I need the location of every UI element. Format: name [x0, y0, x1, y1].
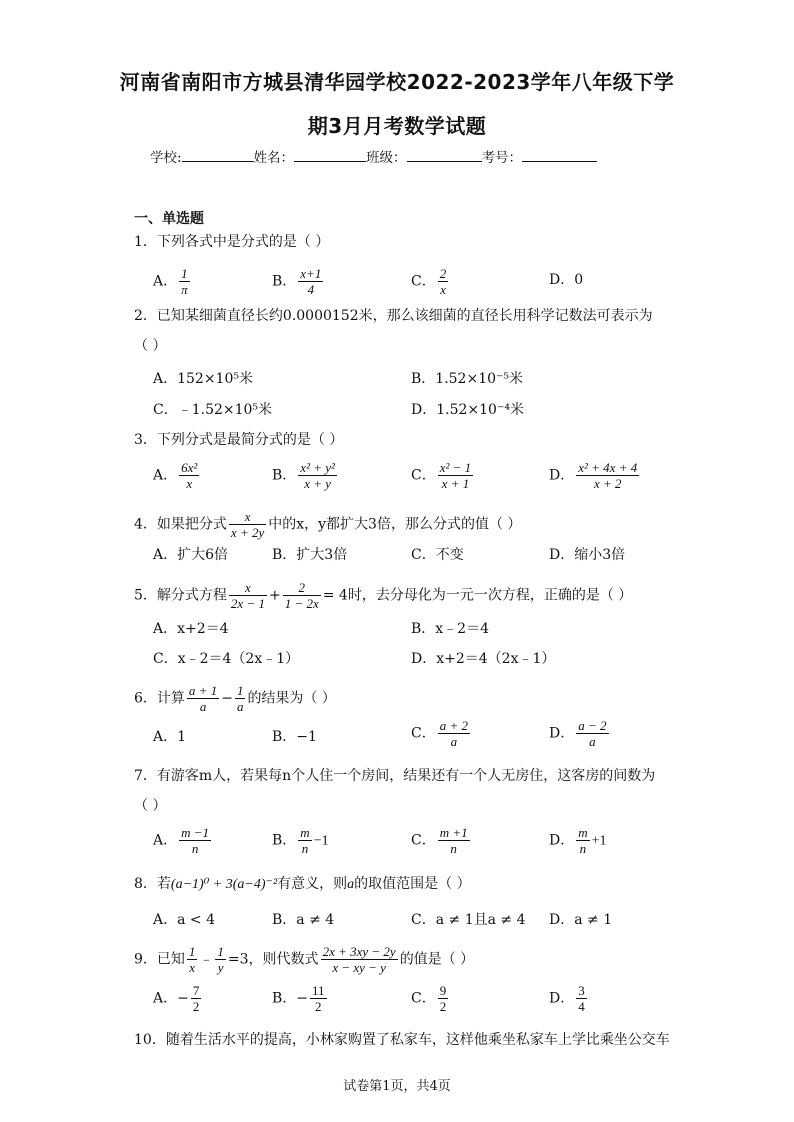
question-1-stem: 1．下列各式中是分式的是（ ） [134, 234, 330, 250]
question-10-stem: 10．随着生活水平的提高，小林家购置了私家车，这样他乘坐私家车上学比乘坐公交车 [134, 1032, 670, 1048]
question-9-option-a[interactable]: A．− $\frac{7}{2}$ [153, 983, 200, 1014]
id-blank[interactable] [522, 149, 597, 162]
question-6-option-a[interactable]: A．1 [153, 729, 187, 745]
id-label: 考号： [481, 150, 523, 166]
question-8-option-d[interactable]: D．a ≠ 1 [549, 912, 613, 928]
question-5-option-a[interactable]: A．x+2＝4 [153, 621, 229, 637]
question-3-stem: 3．下列分式是最简分式的是（ ） [134, 432, 344, 448]
question-2-option-c[interactable]: C．﹣1.52×10⁵米 [153, 402, 273, 418]
question-7-stem-paren: （ ） [134, 798, 167, 814]
page-footer: 试卷第1页，共4页 [343, 1079, 451, 1094]
question-8-option-b[interactable]: B．a ≠ 4 [272, 912, 335, 928]
question-4-option-d[interactable]: D．缩小3倍 [549, 547, 626, 563]
class-label: 班级： [366, 150, 407, 166]
question-9-option-b[interactable]: B．− $\frac{11}{2}$ [272, 983, 325, 1014]
question-1-option-a[interactable]: A． $\frac{1}{\pi}$ [153, 266, 188, 297]
school-blank[interactable] [182, 149, 254, 162]
question-2-stem: 2．已知某细菌直径长约0.0000152米，那么该细菌的直径长用科学记数法可表示为 [134, 308, 653, 324]
question-5-option-b[interactable]: B．x﹣2＝4 [411, 621, 489, 637]
question-7-option-b[interactable]: B． $\frac{m}{n}$ −1 [272, 825, 329, 856]
student-info-line [150, 146, 650, 166]
question-7-option-c[interactable]: C． $\frac{m +1}{n}$ [411, 825, 468, 856]
question-7-option-d[interactable]: D． $\frac{m}{n}$ +1 [549, 825, 607, 856]
question-8-stem: 8．若(a−1)⁰ + 3(a−4)⁻²有意义，则a的取值范围是（ ） [134, 876, 471, 892]
section-title: 一、单选题 [134, 211, 204, 227]
school-label: 学校: [150, 150, 182, 166]
question-6-option-c[interactable]: C． $\frac{a + 2}{a}$ [411, 718, 468, 749]
exam-title-line2: 期3月月考数学试题 [307, 114, 487, 138]
name-label: 姓名： [253, 150, 295, 166]
name-blank[interactable] [294, 149, 366, 162]
question-1-option-c[interactable]: C． $\frac{2}{x}$ [411, 266, 447, 297]
question-3-option-a[interactable]: A． $\frac{\text{6x²}}{x}$ [153, 460, 198, 491]
question-6-option-b[interactable]: B．−1 [272, 729, 317, 745]
question-6-option-d[interactable]: D． $\frac{a - 2}{a}$ [549, 718, 607, 749]
question-5-stem: 5．解分式方程 $\frac{x}{2x - 1}$ + $\frac{2}{1 - 2x}$ = 4时，去分母化为一元一次方程，正确的是（ ） [134, 580, 633, 611]
question-2-stem-paren: （ ） [134, 338, 167, 354]
question-9-option-c[interactable]: C． $\frac{9}{2}$ [411, 983, 447, 1014]
class-blank[interactable] [407, 149, 482, 162]
question-7-stem: 7．有游客m人，若果每n个人住一个房间，结果还有一个人无房住，这客房的间数为 [134, 768, 656, 784]
question-2-option-a[interactable]: A．152×10⁵米 [153, 371, 253, 387]
question-4-option-a[interactable]: A．扩大6倍 [153, 547, 229, 563]
question-5-option-c[interactable]: C．x﹣2＝4（2x﹣1） [153, 651, 300, 667]
question-4-stem: 4．如果把分式 $\frac{x}{x + 2y}$ 中的x，y都扩大3倍，那么分式的值（ ） [134, 509, 522, 540]
question-4-option-c[interactable]: C．不变 [411, 547, 464, 563]
question-8-option-c[interactable]: C．a ≠ 1且a ≠ 4 [411, 912, 526, 928]
question-2-option-b[interactable]: B．1.52×10⁻⁵米 [411, 371, 524, 387]
question-5-option-d[interactable]: D．x+2＝4（2x﹣1） [411, 651, 556, 667]
question-9-stem: 9．已知 $\frac{1}{x}$ ﹣ $\frac{1}{y}$ =3，则代数式 $\frac{2x + 3xy - 2y}{x - xy - y}$ 的值是（ ） [134, 944, 475, 975]
question-9-option-d[interactable]: D． $\frac{3}{4}$ [549, 983, 585, 1014]
question-3-option-c[interactable]: C． $\frac{\text{x² − 1}}{x + 1}$ [411, 460, 472, 491]
question-7-option-a[interactable]: A． $\frac{m -1}{n}$ [153, 825, 210, 856]
question-2-option-d[interactable]: D．1.52×10⁻⁴米 [411, 402, 524, 418]
question-4-option-b[interactable]: B．扩大3倍 [272, 547, 348, 563]
question-3-option-b[interactable]: B． $\frac{\text{x² + y²}}{x + y}$ [272, 460, 335, 491]
exam-title-line1: 河南省南阳市方城县清华园学校2022-2023学年八年级下学 [119, 70, 675, 94]
question-1-option-d[interactable]: D．0 [549, 272, 584, 288]
question-1-option-b[interactable]: B． $\frac{x+1}{4}$ [272, 266, 322, 297]
question-6-stem: 6．计算 $\frac{a + 1}{a}$ − $\frac{1}{a}$ 的结果为（ ） [134, 683, 336, 714]
question-3-option-d[interactable]: D． $\frac{\text{x² + 4x + 4}}{x + 2}$ [549, 460, 638, 491]
question-8-option-a[interactable]: A．a < 4 [153, 912, 215, 928]
